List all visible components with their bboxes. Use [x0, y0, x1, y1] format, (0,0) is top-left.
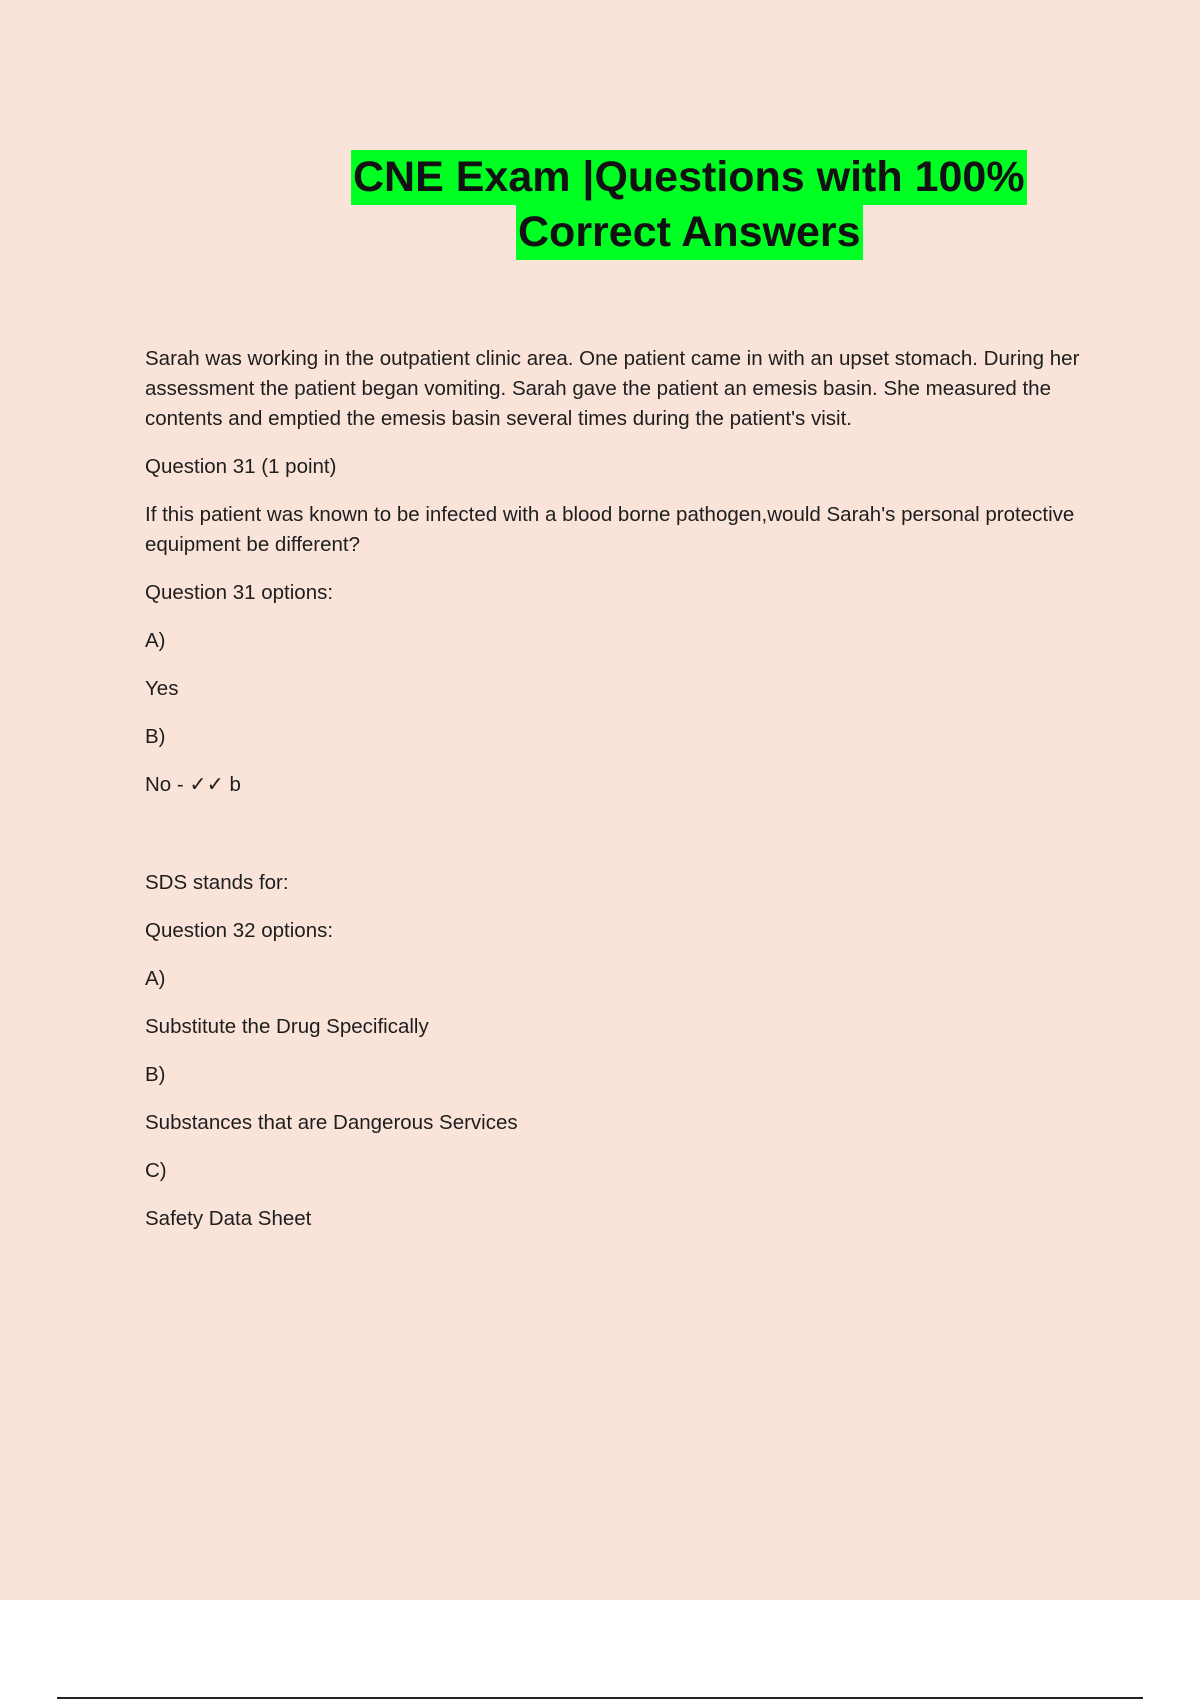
question-31-options-label: Question 31 options:	[145, 581, 334, 604]
question-31-prompt: If this patient was known to be infected with a blood borne pathogen,would Sarah's personal protective equipment be different?	[145, 503, 1075, 556]
question-32-option-c-letter: C)	[145, 1159, 167, 1182]
question-32-options-label: Question 32 options:	[145, 919, 334, 942]
footer-divider	[57, 1697, 1143, 1699]
question-31-section	[145, 344, 1085, 800]
title-line-1: CNE Exam |Questions with 100%	[351, 150, 1027, 205]
question-32-option-b-letter: B)	[145, 1063, 166, 1086]
question-32-section	[145, 868, 1085, 1234]
question-31-option-a-letter: A)	[145, 629, 166, 652]
scenario-paragraph: Sarah was working in the outpatient clinic area. One patient came in with an upset stomach. During her assessment the patient began vomiting. Sarah gave the patient an emesis basin. She measured the contents and emptied the emesis basin several times during the patient's visit.	[145, 347, 1080, 430]
question-31-option-b-letter: B)	[145, 725, 166, 748]
question-32-option-b-text: Substances that are Dangerous Services	[145, 1111, 518, 1134]
question-31-option-b-text: No - ✓✓ b	[145, 773, 241, 796]
question-32-option-a-text: Substitute the Drug Specifically	[145, 1015, 429, 1038]
question-32-prompt: SDS stands for:	[145, 871, 289, 894]
question-32-option-a-letter: A)	[145, 967, 166, 990]
title-line-2: Correct Answers	[516, 205, 863, 260]
question-31-option-a-text: Yes	[145, 677, 179, 700]
question-32-option-c-text: Safety Data Sheet	[145, 1207, 312, 1230]
question-31-header: Question 31 (1 point)	[145, 455, 337, 478]
